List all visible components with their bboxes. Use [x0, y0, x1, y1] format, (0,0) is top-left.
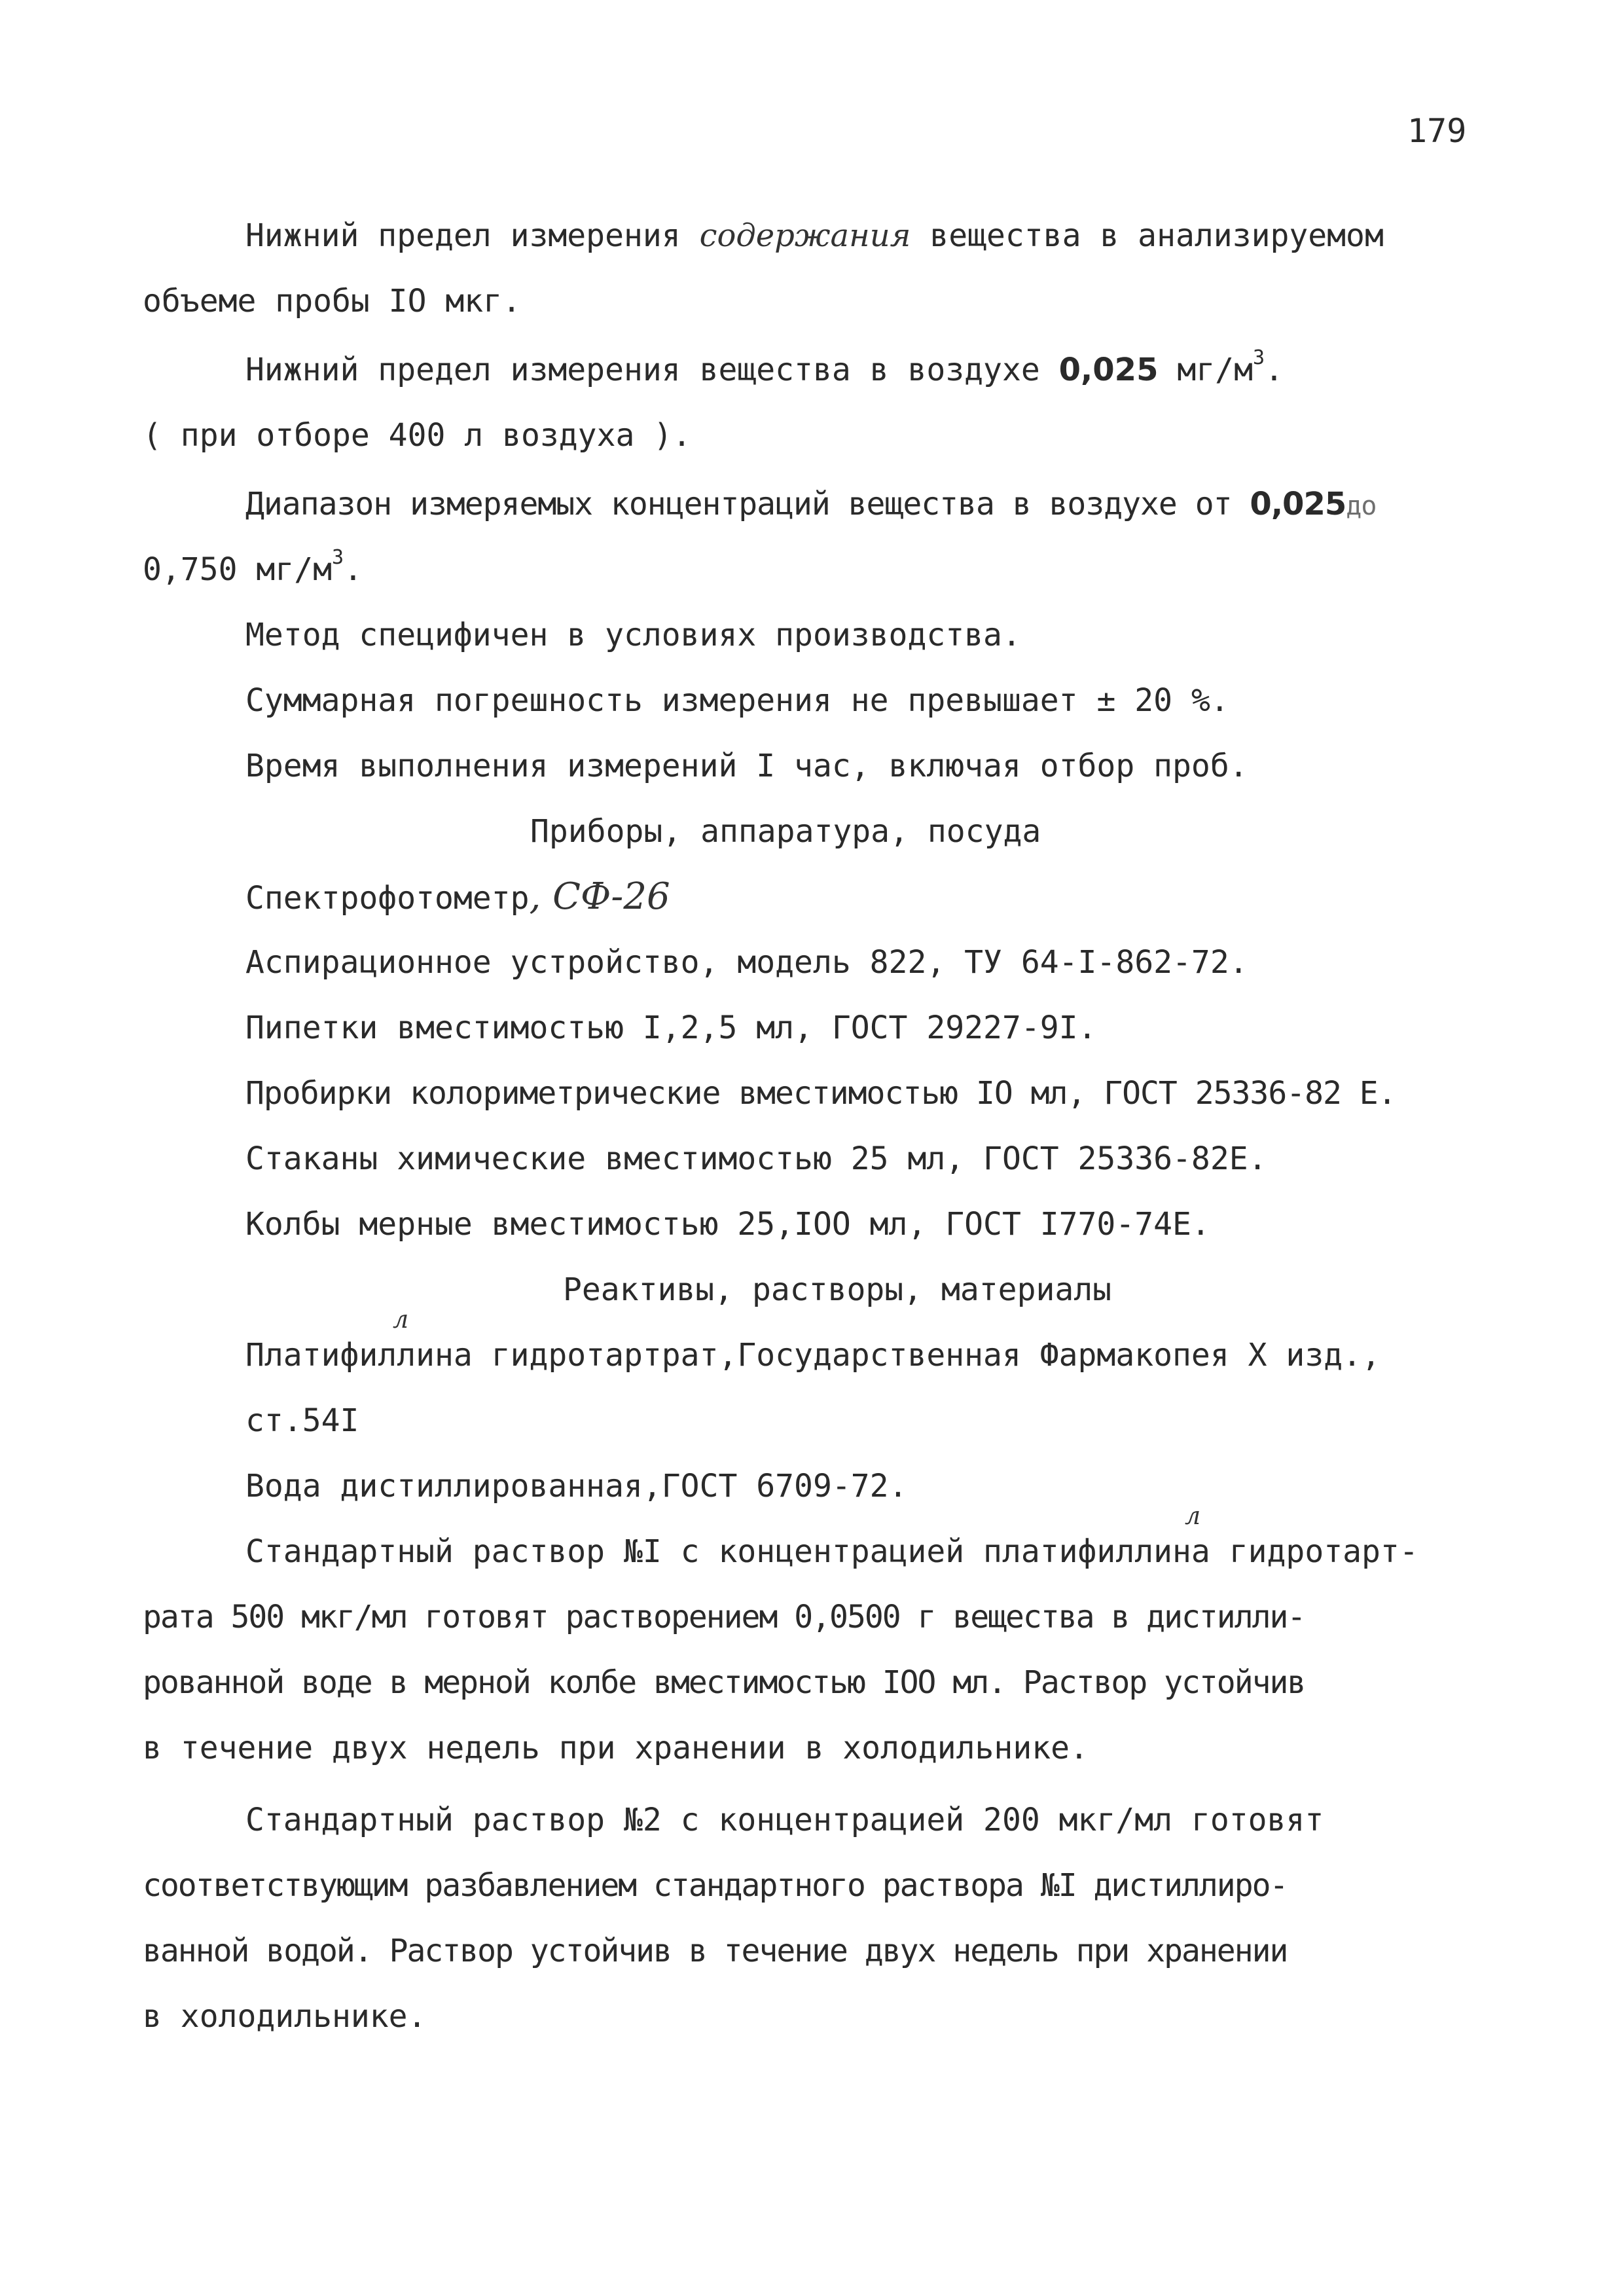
- text-span: вещества в анализируемом: [911, 217, 1384, 254]
- text-span: Стандартный раствор №I с концентрацией платифил: [245, 1533, 1135, 1570]
- text-line: Пипетки вместимостью I,2,5 мл, ГОСТ 29227-9I.: [245, 1010, 1097, 1046]
- handwritten-word: содержания: [699, 217, 911, 254]
- text-span: 0,750 мг/м: [143, 551, 332, 588]
- text-line: соответствующим разбавлением стандартного раствора №I дистиллиро-: [143, 1867, 1288, 1904]
- text-line: [245, 1532, 1418, 1571]
- section-heading: Реактивы, растворы, материалы: [563, 1271, 1112, 1308]
- text-line: [245, 484, 1376, 526]
- text-line: Вода дистиллированная,ГОСТ 6709-72.: [245, 1468, 908, 1504]
- text-span: лина гидротартрат,Государственная Фармакопея X изд.,: [397, 1337, 1380, 1374]
- text-line: Время выполнения измерений I час, включая отбор проб.: [245, 748, 1248, 784]
- handwritten-correction: л: [393, 1305, 409, 1334]
- handwritten-number: 0,025: [1250, 486, 1346, 522]
- text-line: [245, 216, 1384, 255]
- text-line: Метод специфичен в условиях производства.: [245, 617, 1021, 653]
- text-line: [143, 546, 363, 589]
- text-span: 20 %.: [1115, 682, 1229, 719]
- plus-minus-sign: ±: [1096, 682, 1116, 719]
- text-line: объеме пробы IO мкг.: [143, 283, 521, 319]
- text-span: лина гидротарт-: [1134, 1533, 1418, 1570]
- text-line: [245, 681, 1229, 720]
- text-span: .: [344, 551, 363, 588]
- text-line: ванной водой. Раствор устойчив в течение двух недель при хранении: [143, 1933, 1288, 1969]
- text-span: Суммарная погрешность измерения не превышает: [245, 682, 1097, 719]
- page-number: 179: [1407, 112, 1467, 150]
- text-span: до: [1346, 491, 1377, 521]
- superscript: 3: [1252, 346, 1265, 369]
- text-line: в холодильнике.: [143, 1998, 427, 2035]
- text-line: рованной воде в мерной колбе вместимостью IOO мл. Раствор устойчив: [143, 1664, 1305, 1701]
- text-line: [245, 877, 670, 918]
- text-span: Спектрофотометр: [245, 880, 530, 917]
- text-span: Платифил: [245, 1337, 397, 1374]
- text-span: Нижний предел измерения: [245, 217, 700, 254]
- text-line: Пробирки колориметрические вместимостью IO мл, ГОСТ 25336-82 Е.: [245, 1075, 1396, 1112]
- text-line: Стандартный раствор №2 с концентрацией 200 мкг/мл готовят: [245, 1802, 1324, 1838]
- text-span: .: [1265, 352, 1284, 388]
- handwritten-word: , СФ-26: [529, 875, 670, 918]
- text-span: мг/м: [1158, 352, 1253, 388]
- text-line: ст.54I: [245, 1402, 359, 1439]
- text-line: Стаканы химические вместимостью 25 мл, ГОСТ 25336-82Е.: [245, 1140, 1267, 1177]
- superscript: 3: [331, 546, 344, 569]
- text-line: рата 500 мкг/мл готовят растворением 0,0500 г вещества в дистилли-: [143, 1599, 1305, 1635]
- section-heading: Приборы, аппаратура, посуда: [530, 813, 1041, 850]
- text-line: [245, 1336, 1380, 1375]
- text-line: в течение двух недель при хранении в холодильнике.: [143, 1730, 1089, 1766]
- text-span: Диапазон измеряемых концентраций вещества в воздухе от: [245, 486, 1250, 522]
- text-line: [245, 346, 1284, 390]
- text-line: Аспирационное устройство, модель 822, ТУ 64-I-862-72.: [245, 944, 1248, 981]
- text-span: Нижний предел измерения вещества в воздухе: [245, 352, 1059, 388]
- handwritten-number: 0,025: [1058, 352, 1159, 388]
- handwritten-correction: л: [1185, 1501, 1201, 1530]
- text-line: Колбы мерные вместимостью 25,IOO мл, ГОСТ I770-74Е.: [245, 1206, 1210, 1243]
- text-line: ( при отборе 400 л воздуха ).: [143, 417, 692, 454]
